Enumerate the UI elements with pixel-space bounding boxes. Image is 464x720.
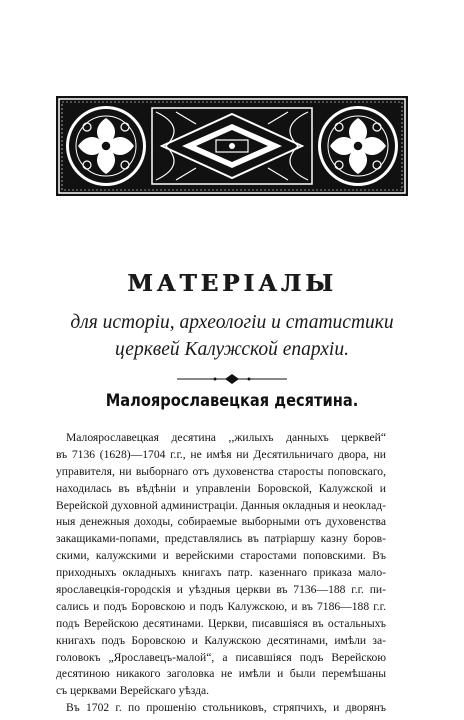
- body-line: головокъ „Ярославецъ-малой“, а писавшіяся подъ Верейскою: [56, 650, 386, 664]
- body-line: Въ 1702 г. по прошенію стольниковъ, стряпчихъ, и дворянъ: [66, 701, 386, 715]
- body-line: ныя денежныя доходы, собираемые выборными отъ духовенства: [56, 515, 386, 529]
- body-line: ярославецкія-городскія и уѣздныя церкви въ 7136—188 г.г. пи-: [56, 583, 386, 597]
- subtitle-line-2: церквей Калужской епархіи.: [115, 339, 349, 360]
- body-line: Малоярославецкая десятина ,,жилыхъ данныхъ церквей“: [66, 431, 386, 444]
- body-line: книгахъ подъ Боровскою и Калужскою десятинами, имѣли за-: [56, 633, 386, 647]
- subtitle-line-1: для исторіи, археологіи и статистики: [70, 312, 394, 333]
- body-line: находилась въ вѣдѣніи и управленіи Боровской, Калужской и: [56, 481, 386, 495]
- body-line: закащиками-попами, представлялись въ патріаршу казну боров-: [56, 532, 386, 546]
- body-line: подъ Верейскою десятинами. Церкви, писавшіяся въ остальныхъ: [56, 616, 386, 630]
- divider-flourish: [175, 374, 289, 384]
- section-heading: Малоярославецкая десятина.: [105, 391, 359, 411]
- body-text: [56, 430, 386, 717]
- page-title: МАТЕРІАЛЫ: [127, 270, 337, 297]
- body-line: приходныхъ окладныхъ книгахъ патр. казеннаго приказа мало-: [56, 566, 386, 580]
- body-line: сались и подъ Боровскою и подъ Калужскою, и въ 7186—188 г.г.: [56, 599, 386, 613]
- right-medallion-ornament: [318, 106, 398, 186]
- decorative-ornament-band: [56, 96, 408, 196]
- body-line: Верейской духовной администраціи. Данныя окладныя и неоклад-: [56, 498, 386, 512]
- body-line: управителя, ни выборнаго отъ духовенства старосты поповскаго,: [56, 464, 386, 478]
- body-line: съ церквами Верейскаго уѣзда.: [56, 684, 210, 698]
- body-line: скими, калужскими и верейскими старостами поповскими. Въ: [56, 549, 386, 563]
- body-line: десятиною никакого заголовка не имѣли и были перемѣшаны: [56, 667, 386, 681]
- body-line: въ 7136 (1628)—1704 г.г., не имѣя ни Десятильничаго двора, ни: [56, 447, 386, 461]
- left-medallion-ornament: [66, 106, 146, 186]
